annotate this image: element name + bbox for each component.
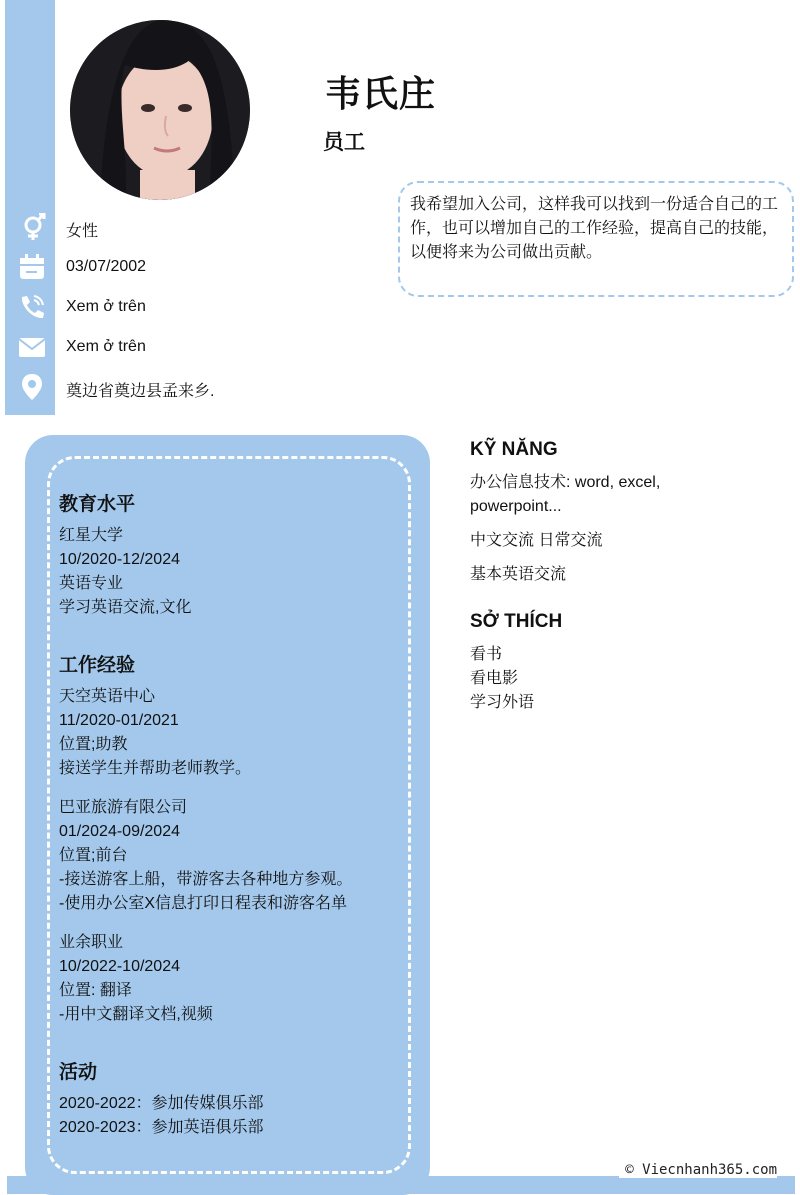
contact-row-email (0, 327, 390, 367)
watermark: © Viecnhanh365.com (619, 1162, 777, 1178)
job-period: 01/2024-09/2024 (59, 823, 180, 840)
skill-item: 办公信息技术: word, excel, powerpoint... (470, 474, 661, 515)
contact-row-phone (0, 287, 390, 327)
job-period: 11/2020-01/2021 (59, 712, 179, 729)
hobbies-title: SỞ THÍCH (470, 611, 563, 632)
education-title: 教育水平 (59, 494, 136, 515)
job-desc: -用中文翻译文档,视频 (59, 1006, 213, 1023)
education-period: 10/2020-12/2024 (59, 551, 180, 568)
contact-row-gender (0, 207, 390, 247)
activities-title: 活动 (59, 1062, 98, 1083)
footer-bar (7, 1176, 795, 1194)
phone-text: Xem ở trên (66, 298, 146, 315)
phone-icon (17, 293, 47, 321)
activity-item: 2020-2022：参加传媒俱乐部 (59, 1095, 264, 1112)
job-company: 巴亚旅游有限公司 (59, 799, 188, 816)
activity-item: 2020-2023：参加英语俱乐部 (59, 1119, 264, 1136)
hobby-item: 看电影 (470, 670, 519, 687)
skill-item: 中文交流 日常交流 (470, 532, 603, 549)
gender-text: 女性 (66, 223, 99, 240)
job-role: 位置: 翻译 (59, 982, 132, 999)
contact-row-birthday (0, 247, 390, 287)
skills-title: KỸ NĂNG (470, 439, 558, 460)
birthday-text: 03/07/2002 (66, 258, 147, 275)
education-detail: 学习英语交流,文化 (59, 599, 192, 616)
hobby-item: 学习外语 (470, 694, 535, 711)
email-text: Xem ở trên (66, 338, 146, 355)
address-text: 奠边省奠边县孟来乡. (66, 383, 215, 400)
portrait-photo (70, 20, 250, 200)
job-desc: 接送学生并帮助老师教学。 (59, 760, 252, 777)
experience-title: 工作经验 (59, 655, 136, 676)
job-company: 天空英语中心 (59, 688, 156, 705)
job-period: 10/2022-10/2024 (59, 958, 180, 975)
job-desc: -接送游客上船，带游客去各种地方参观。 (59, 871, 353, 888)
education-school: 红星大学 (59, 527, 124, 544)
skill-item: 基本英语交流 (470, 566, 567, 583)
hobbies-block (470, 643, 534, 715)
career-objective: 我希望加入公司，这样我可以找到一份适合自己的工作，也可以增加自己的工作经验，提高自己的技能，以便将来为公司做出贡献。 (398, 181, 794, 297)
candidate-name: 韦氏庄 (325, 73, 437, 114)
job-item-1 (59, 685, 251, 781)
job-item-3 (59, 931, 213, 1027)
contact-row-address (0, 367, 390, 407)
hobby-item: 看书 (470, 646, 503, 663)
job-role: 位置;助教 (59, 736, 128, 753)
job-desc: -使用办公室X信息打印日程表和游客名单 (59, 895, 348, 912)
job-company: 业余职业 (59, 934, 124, 951)
job-item-2 (59, 796, 352, 916)
avatar (70, 20, 250, 200)
education-block (59, 524, 191, 620)
location-icon (17, 373, 47, 401)
job-position: 员工 (323, 131, 365, 154)
job-role: 位置;前台 (59, 847, 128, 864)
gender-icon (17, 213, 47, 241)
email-icon (17, 333, 47, 361)
activities-block (59, 1092, 264, 1140)
calendar-icon (17, 253, 47, 281)
education-major: 英语专业 (59, 575, 124, 592)
